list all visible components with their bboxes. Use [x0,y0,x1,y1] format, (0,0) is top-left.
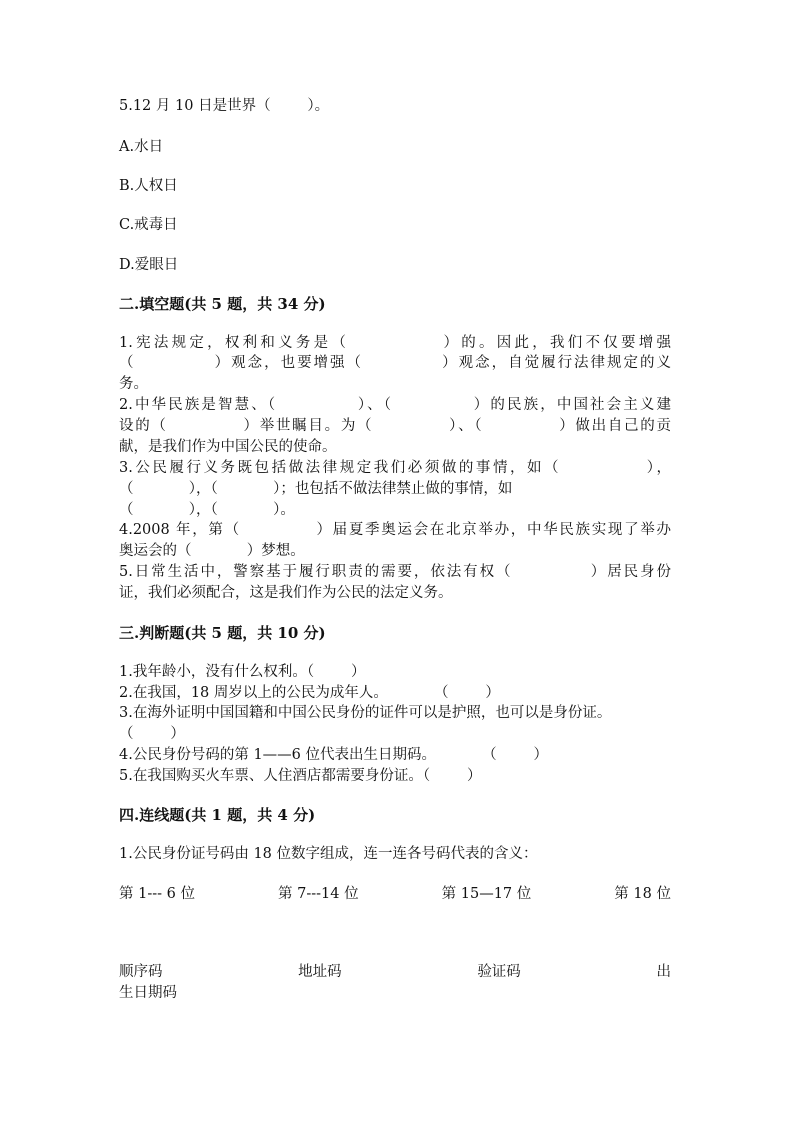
fill-line: 4.2008 年，第（ ）届夏季奥运会在北京举办，中华民族实现了举办 [119,522,671,538]
mc-option-a: A.水日 [119,139,164,155]
match-positions-row [119,884,671,904]
match-meanings-row [119,962,671,982]
fill-line: 5.日常生活中，警察基于履行职责的需要，依法有权（ ）居民身份 [119,564,671,580]
judge-line: 4.公民身份号码的第 1——6 位代表出生日期码。 （ ） [119,747,548,763]
fill-line: 奥运会的（ ）梦想。 [119,543,305,559]
section4-heading: 四.连线题(共 1 题，共 4 分) [119,806,316,824]
match-question: 1.公民身份证号码由 18 位数字组成，连一连各号码代表的含义： [119,846,538,862]
mc-option-c: C.戒毒日 [119,217,178,233]
fill-line: （ ）观念，也要增强（ ）观念，自觉履行法律规定的义 [119,355,671,371]
fill-line: 2.中华民族是智慧、（ ）、（ ）的民族，中国社会主义建 [119,397,671,413]
judge-line: 1.我年龄小，没有什么权利。（ ） [119,664,366,680]
meaning-item-tail: 生日期码 [119,985,177,1001]
judge-line: 3.在海外证明中国国籍和中国公民身份的证件可以是护照，也可以是身份证。 [119,705,612,721]
mc-question-stem: 5.12 月 10 日是世界（ ）。 [119,98,330,114]
fill-line: 务。 [119,376,148,392]
judge-line: （ ） [119,726,185,742]
position-item: 第 7---14 位 [278,886,359,902]
meaning-item: 验证码 [477,964,521,980]
section2-heading: 二.填空题(共 5 题，共 34 分) [119,295,326,313]
fill-line: （ ），（ ）。 [119,502,295,518]
fill-line: （ ），（ ）；也包括不做法律禁止做的事情，如 [119,481,513,497]
meaning-item: 顺序码 [119,964,163,980]
mc-option-b: B.人权日 [119,178,178,194]
section3-heading: 三.判断题(共 5 题，共 10 分) [119,624,326,642]
meaning-item: 地址码 [298,964,342,980]
meaning-item: 出 [656,964,671,980]
judge-line: 2.在我国，18 周岁以上的公民为成年人。 （ ） [119,685,500,701]
position-item: 第 1--- 6 位 [119,886,195,902]
position-item: 第 15—17 位 [441,886,532,902]
fill-line: 设的（ ）举世瞩目。为（ ）、（ ）做出自己的贡 [119,418,671,434]
fill-line: 1.宪法规定，权利和义务是（ ）的。因此，我们不仅要增强 [119,335,671,351]
mc-option-d: D.爱眼日 [119,257,179,273]
fill-line: 证，我们必须配合，这是我们作为公民的法定义务。 [119,585,453,601]
position-item: 第 18 位 [614,886,671,902]
judge-line: 5.在我国购买火车票、人住酒店都需要身份证。（ ） [119,768,482,784]
fill-line: 献，是我们作为中国公民的使命。 [119,439,337,455]
fill-line: 3.公民履行义务既包括做法律规定我们必须做的事情，如（ ）， [119,460,671,476]
